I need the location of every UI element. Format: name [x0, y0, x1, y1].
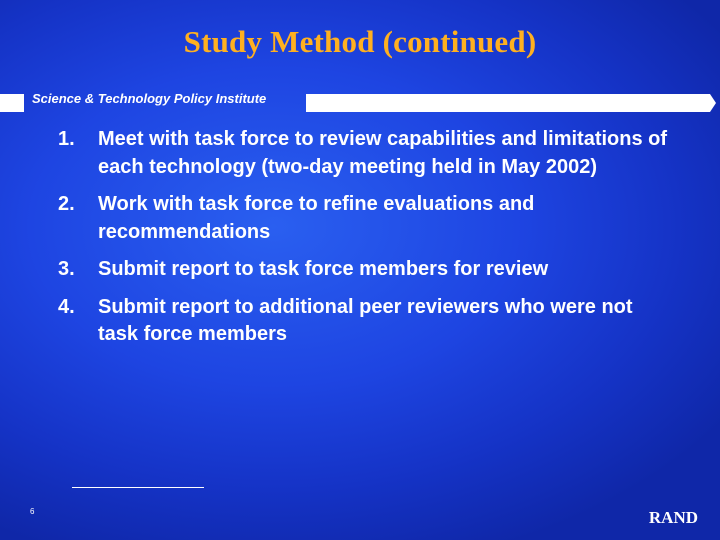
page-number: 6 — [30, 507, 35, 516]
institute-label: Science & Technology Policy Institute — [32, 91, 267, 106]
method-step — [58, 294, 678, 349]
method-step — [58, 126, 678, 181]
step-number: 1. — [58, 128, 75, 150]
step-text: Submit report to task force members for review — [98, 258, 549, 280]
step-text: Work with task force to refine evaluations and recommendations — [98, 193, 535, 243]
footnote-divider — [72, 487, 204, 488]
step-text: Meet with task force to review capabilities and limitations of each technology (two-day meeting held in May 2002) — [98, 128, 668, 178]
step-text: Submit report to additional peer reviewers who were not task force members — [98, 295, 633, 345]
method-step — [58, 191, 678, 246]
step-number: 4. — [58, 295, 75, 318]
step-number: 2. — [58, 193, 75, 215]
rand-logo: RAND — [648, 508, 698, 527]
header-bar-left — [0, 94, 24, 112]
step-number: 3. — [58, 258, 75, 280]
header-bar-right — [306, 94, 710, 112]
method-step — [58, 256, 678, 284]
slide-title: Study Method (continued) — [183, 24, 537, 59]
method-steps-list — [58, 126, 678, 359]
